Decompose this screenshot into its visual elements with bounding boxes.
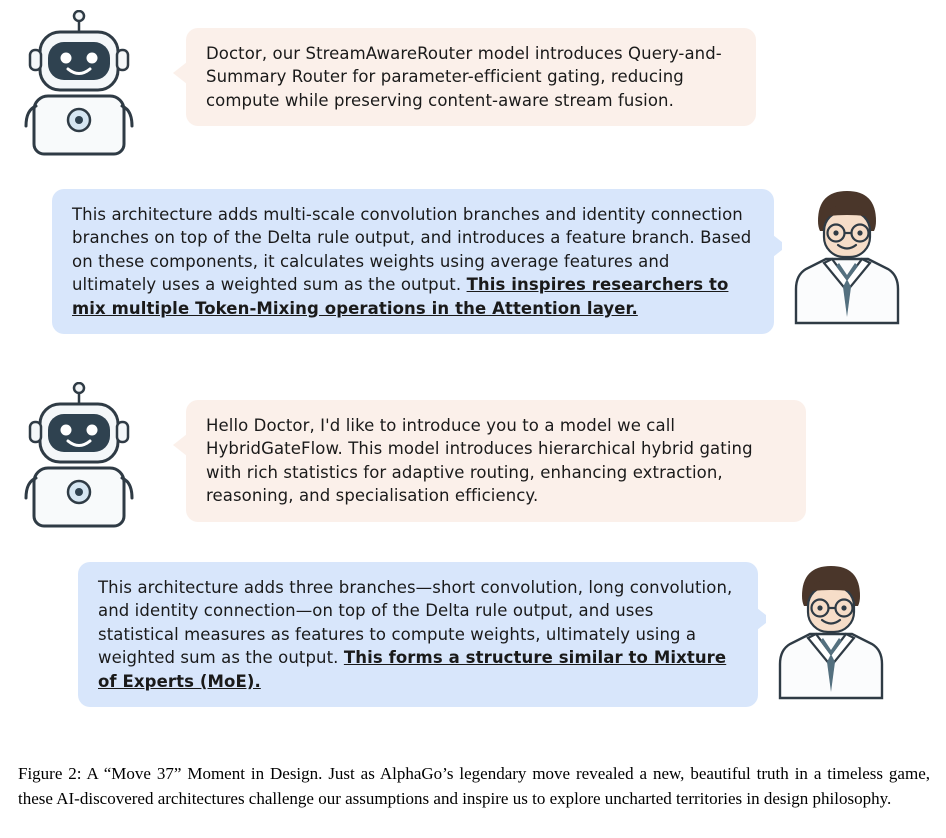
message-bubble-doctor-1 — [52, 189, 774, 334]
message-row-1 — [14, 10, 756, 160]
message-bubble-robot-1 — [186, 28, 756, 126]
robot-avatar — [14, 10, 144, 160]
doctor-avatar — [766, 550, 896, 700]
message-bubble-doctor-2 — [78, 562, 758, 707]
message-text: Hello Doctor, I'd like to introduce you to a model we call HybridGateFlow. This model introduces hierarchical hybrid gating with rich statistics for adaptive routing, enhancing extraction, reasoning, and specialisation efficiency. — [206, 416, 753, 506]
message-row-2 — [52, 175, 912, 334]
message-text: This architecture adds multi-scale convolution branches and identity connection branches on top of the Delta rule output, and introduces a feature branch. Based on these components, it calculates weights using average features and ultimately uses a weighted sum as the output. This inspires researchers to mix multiple Token-Mixing operations in the Attention layer. — [72, 205, 752, 318]
message-row-4 — [78, 550, 896, 707]
message-emphasis: This forms a structure similar to Mixture of Experts (MoE). — [98, 648, 727, 691]
figure-caption: Figure 2: A “Move 37” Moment in Design. Just as AlphaGo’s legendary move revealed a new, beautiful truth in a timeless game, these AI-discovered architectures challenge our assumptions and inspire us to explore uncharted territories in design philosophy. — [18, 764, 930, 808]
message-text: Doctor, our StreamAwareRouter model introduces Query-and-Summary Router for parameter-efficient gating, reducing compute while preserving content-aware stream fusion. — [206, 44, 722, 110]
message-bubble-robot-2 — [186, 400, 806, 522]
robot-avatar — [14, 382, 144, 532]
message-emphasis: This inspires researchers to mix multiple Token-Mixing operations in the Attention layer. — [72, 275, 729, 318]
message-text: This architecture adds three branches—short convolution, long convolution, and identity connection—on top of the Delta rule output, and uses statistical measures as features to compute weights, ultimately using a weighted sum as the output. This forms a structure similar to Mixture of Experts (MoE). — [98, 578, 733, 691]
message-row-3 — [14, 382, 806, 532]
doctor-avatar — [782, 175, 912, 325]
